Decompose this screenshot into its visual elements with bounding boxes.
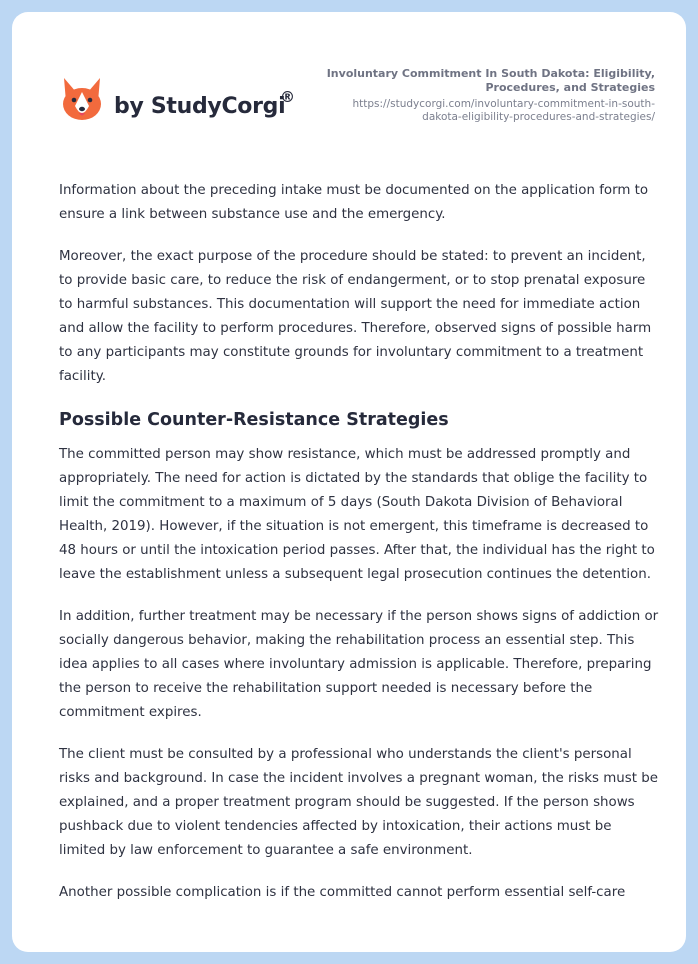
paragraph: Moreover, the exact purpose of the procedure should be stated: to prevent an incident, to provide basic care, to reduce the risk of endangerment, or to stop prenatal exposure to harmful substances. This documentation will support the need for immediate action and allow the facility to perform procedures. Therefore, observed signs of possible harm to any participants may constitute grounds for involuntary commitment to a treatment facility. [59,249,652,384]
document-title: Involuntary Commitment In South Dakota: Eligibility, Procedures, and Strategies [326,67,655,94]
paragraph: The committed person may show resistance, which must be addressed promptly and appropriately. The need for action is dictated by the standards that oblige the facility to limit the commitment to a maximum of 5 days (South Dakota Division of Behavioral Health, 2019). However, if the situation is not emergent, this timeframe is decreased to 48 hours or until the intoxication period passes. After that, the individual has the right to leave the establishment unless a subsequent legal prosecution continues the detention. [59,447,655,582]
paragraph: The client must be consulted by a professional who understands the client's personal risks and background. In case the incident involves a pregnant woman, the risks must be explained, and a proper treatment program should be suggested. If the person shows pushback due to violent tendencies affected by intoxication, their actions must be limited by law enforcement to guarantee a safe environment. [59,747,658,858]
document-meta [315,67,655,124]
document-card [12,12,686,952]
corgi-icon [60,76,104,122]
section-heading: Possible Counter-Resistance Strategies [59,410,449,430]
registered-mark: ® [280,88,295,106]
paragraph: Information about the preceding intake must be documented on the application form to ensure a link between substance use and the emergency. [59,183,649,222]
header [12,12,686,162]
paragraph: In addition, further treatment may be necessary if the person shows signs of addiction or socially dangerous behavior, making the rehabilitation process an essential step. This idea applies to all cases where involuntary admission is applicable. Therefore, preparing the person to receive the rehabilitation support needed is necessary before the commitment expires. [59,609,659,720]
paragraph: Another possible complication is if the committed cannot perform essential self-care [59,885,626,900]
document-body [59,179,659,923]
brand-name: by StudyCorgi [114,94,286,119]
document-url[interactable]: https://studycorgi.com/involuntary-commitment-in-south-dakota-eligibility-procedures-and-strategies/ [352,98,655,123]
